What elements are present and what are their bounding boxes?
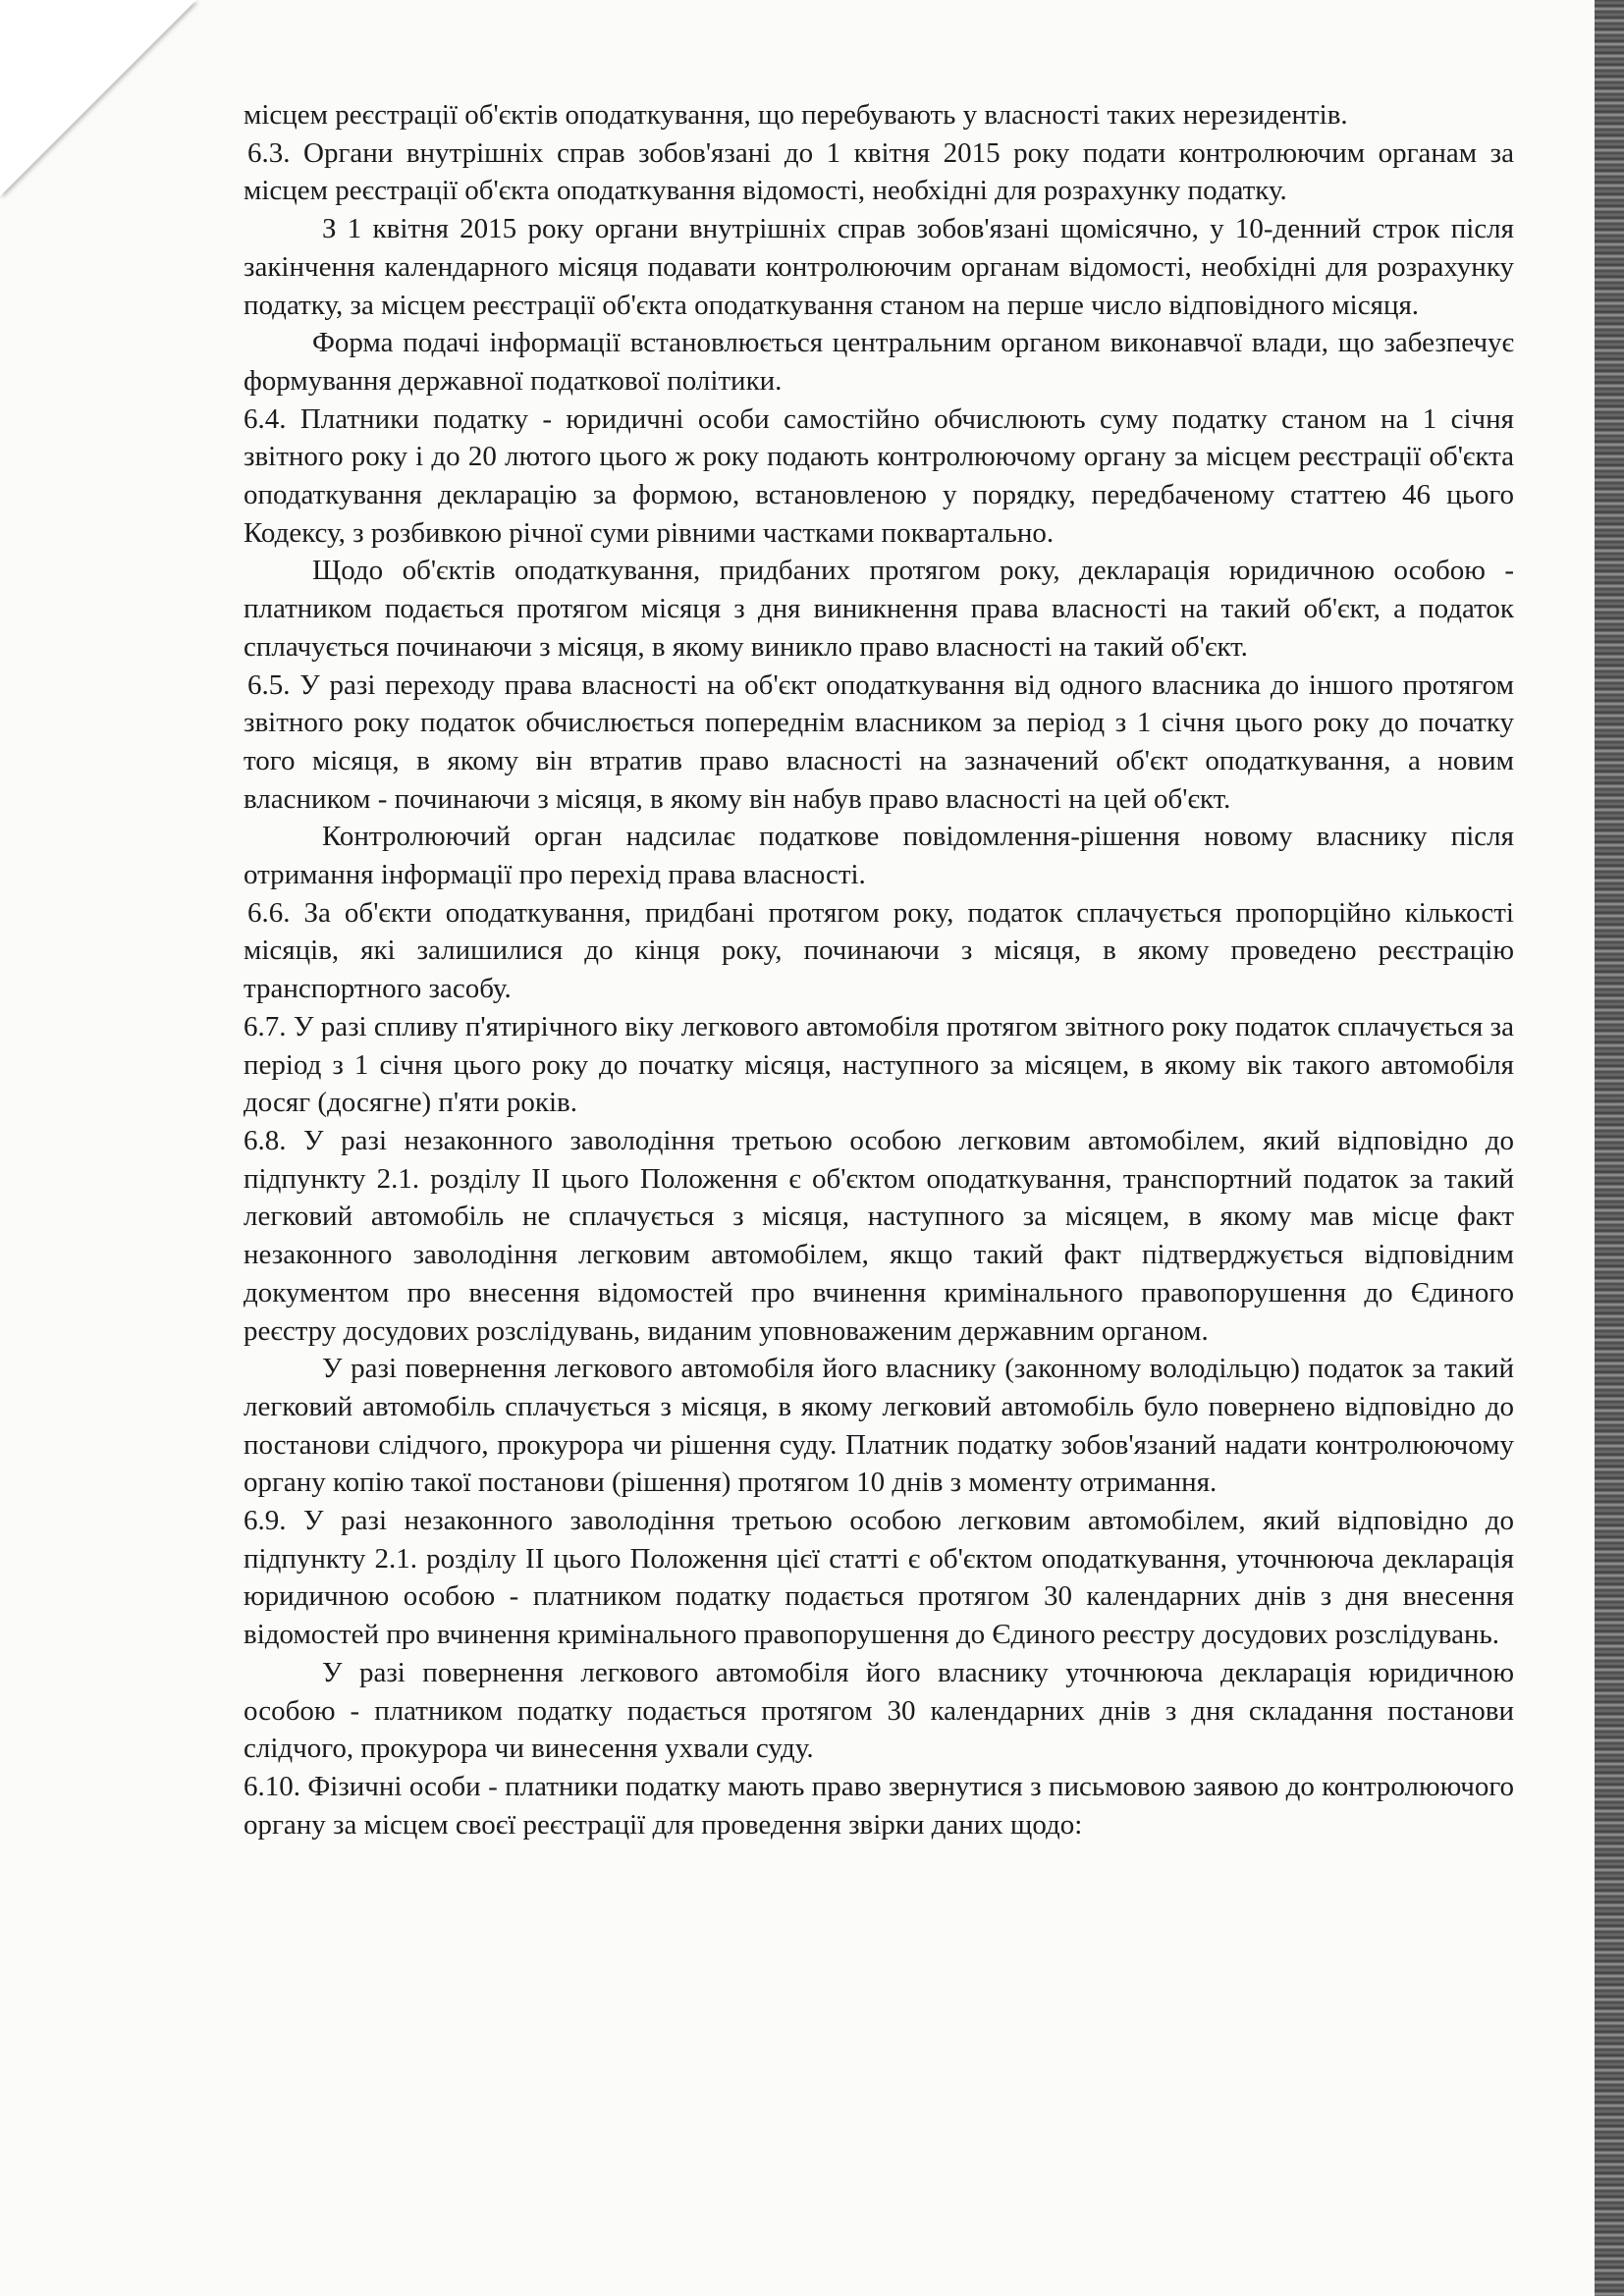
paragraph: У разі повернення легкового автомобіля його власнику (законному володільцю) податок за такий легковий автомобіль сплачується з місяця, в якому легковий автомобіль було повернено відповідно до постанови слідчого, прокурора чи рішення суду. Платник податку зобов'язаний надати контролюючому органу копію такої постанови (рішення) протягом 10 днів з моменту отримання.: [244, 1353, 1514, 1499]
paragraph: 6.4. Платники податку - юридичні особи самостійно обчислюють суму податку станом на 1 січня звітного року і до 20 лютого цього ж року подають контролюючому органу за місцем реєстрації об'єкта оподаткування декларацію за формою, встановленою у порядку, передбаченому статтею 46 цього Кодексу, з розбивкою річної суми рівними частками поквартально.: [244, 402, 1514, 549]
paragraph: 6.7. У разі спливу п'ятирічного віку легкового автомобіля протягом звітного року податок сплачується за період з 1 січня цього року до початку місяця, наступного за місяцем, в якому вік такого автомобіля досяг (досягне) п'яти років.: [244, 1010, 1514, 1119]
paragraph: 6.5. У разі переходу права власності на об'єкт оподаткування від одного власника до іншого протягом звітного року податок обчислюється попереднім власником за період з 1 січня цього року до початку того місяця, в якому він втратив право власності на зазначений об'єкт оподаткування, а новим власником - починаючи з місяця, в якому він набув право власності на цей об'єкт.: [244, 668, 1514, 815]
paragraph: Форма подачі інформації встановлюється центральним органом виконавчої влади, що забезпечує формування державної податкової політики.: [244, 327, 1514, 397]
paragraph: 6.8. У разі незаконного заволодіння третьою особою легковим автомобілем, який відповідно до підпункту 2.1. розділу II цього Положення є об'єктом оподаткування, транспортний податок за такий легковий автомобіль не сплачується з місяця, наступного за місяцем, в якому мав місце факт незаконного заволодіння легковим автомобілем, якщо такий факт підтверджується відповідним документом про внесення відомостей про вчинення кримінального правопорушення до Єдиного реєстру досудових розслідувань, виданим уповноваженим державним органом.: [244, 1124, 1514, 1347]
scan-edge-strip: [1595, 0, 1624, 2296]
paragraph: 6.3. Органи внутрішніх справ зобов'язані до 1 квітня 2015 року подати контролюючим органам за місцем реєстрації об'єкта оподаткування відомості, необхідні для розрахунку податку.: [244, 136, 1514, 207]
folded-corner: [0, 0, 196, 196]
paragraph: місцем реєстрації об'єктів оподаткування, що перебувають у власності таких нерезидентів.: [244, 99, 1348, 131]
paragraph: З 1 квітня 2015 року органи внутрішніх справ зобов'язані щомісячно, у 10-денний строк після закінчення календарного місяця подавати контролюючим органам відомості, необхідні для розрахунку податку, за місцем реєстрації об'єкта оподаткування станом на перше число відповідного місяця.: [244, 213, 1514, 321]
paragraph: У разі повернення легкового автомобіля його власнику уточнююча декларація юридичною особою - платником податку подається протягом 30 календарних днів з дня складання постанови слідчого, прокурора чи винесення ухвали суду.: [244, 1656, 1514, 1765]
paragraph: 6.6. За об'єкти оподаткування, придбані протягом року, податок сплачується пропорційно кількості місяців, які залишилися до кінця року, починаючи з місяця, в якому проведено реєстрацію транспортного засобу.: [244, 896, 1514, 1005]
paragraph: Щодо об'єктів оподаткування, придбаних протягом року, декларація юридичною особою - платником подається протягом місяця з дня виникнення права власності на такий об'єкт, а податок сплачується починаючи з місяця, в якому виникло право власності на такий об'єкт.: [244, 555, 1514, 663]
paragraph: Контролюючий орган надсилає податкове повідомлення-рішення новому власнику після отримання інформації про перехід права власності.: [244, 821, 1514, 891]
document-body: [244, 96, 1514, 1843]
paragraph: 6.10. Фізичні особи - платники податку мають право звернутися з письмовою заявою до контролюючого органу за місцем своєї реєстрації для проведення звірки даних щодо:: [244, 1770, 1514, 1841]
paragraph: 6.9. У разі незаконного заволодіння третьою особою легковим автомобілем, який відповідно до підпункту 2.1. розділу II цього Положення цієї статті є об'єктом оподаткування, уточнююча декларація юридичною особою - платником податку подається протягом 30 календарних днів з дня внесення відомостей про вчинення кримінального правопорушення до Єдиного реєстру досудових розслідувань.: [244, 1505, 1514, 1651]
